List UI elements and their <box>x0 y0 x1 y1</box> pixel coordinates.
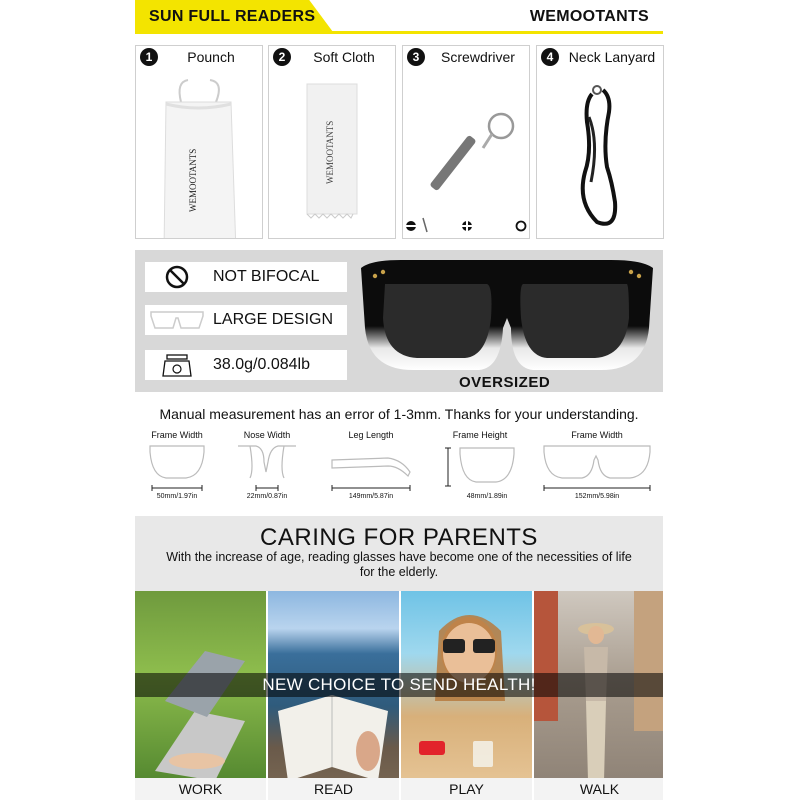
photo-caption: WALK <box>534 778 663 800</box>
activity-photos <box>135 591 663 800</box>
measure-value: 149mm/5.87in <box>348 493 394 500</box>
feature-weight <box>145 350 347 380</box>
measure-label: Frame Height <box>452 430 508 440</box>
accessory-number: 4 <box>541 48 559 66</box>
caring-title: CARING FOR PARENTS <box>260 524 538 551</box>
lens-diagram-icon <box>146 442 208 494</box>
header-underline <box>135 31 663 34</box>
accessory-label: Screwdriver <box>441 49 515 65</box>
cloth-print: WEMOOTANTS <box>325 120 335 184</box>
promo-banner <box>135 673 663 697</box>
caring-subtitle: With the increase of age, reading glasses have become one of the necessities of life for the elderly. <box>166 550 632 579</box>
accessory-card-screwdriver <box>402 45 530 239</box>
measure-value: 48mm/1.89in <box>466 493 508 500</box>
product-line-title: SUN FULL READERS <box>149 8 316 25</box>
measure-nose-width <box>236 430 298 505</box>
photo-caption: WORK <box>135 778 266 800</box>
measure-frame-width <box>146 430 208 505</box>
feature-text: LARGE DESIGN <box>213 311 334 328</box>
measure-value: 152mm/5.98in <box>574 493 620 500</box>
height-diagram-icon <box>440 442 520 494</box>
caring-section <box>135 516 663 591</box>
no-sign-icon <box>149 264 205 290</box>
photo-caption: READ <box>268 778 399 800</box>
pouch-icon <box>136 72 262 238</box>
accessory-label: Neck Lanyard <box>568 49 656 65</box>
oversized-label: OVERSIZED <box>459 374 551 391</box>
measure-frame-height <box>440 430 520 505</box>
accessory-number: 2 <box>273 48 291 66</box>
measurement-note: Manual measurement has an error of 1-3mm. Thanks for your understanding. <box>159 406 639 422</box>
promo-banner-text: NEW CHOICE TO SEND HEALTH! <box>262 675 536 694</box>
brand-name: WEMOOTANTS <box>529 8 649 25</box>
measure-label: Frame Width <box>151 430 203 440</box>
accessory-label: Pounch <box>187 49 235 65</box>
photo-caption: PLAY <box>401 778 532 800</box>
lanyard-icon <box>537 72 663 238</box>
measure-value: 50mm/1.97in <box>156 493 198 500</box>
feature-text: NOT BIFOCAL <box>213 268 320 285</box>
temple-diagram-icon <box>328 442 414 494</box>
oversized-sunglasses-icon <box>361 258 653 388</box>
pouch-print: WEMOOTANTS <box>188 148 198 212</box>
glasses-outline-icon <box>149 307 205 333</box>
measure-total-width <box>540 430 654 505</box>
accessory-label: Soft Cloth <box>313 49 375 65</box>
screwdriver-icon <box>403 72 529 238</box>
header-bar <box>135 0 663 36</box>
accessory-number: 3 <box>407 48 425 66</box>
cloth-icon <box>269 72 395 238</box>
feature-not-bifocal <box>145 262 347 292</box>
full-frame-diagram-icon <box>540 442 654 494</box>
measure-label: Leg Length <box>348 430 394 440</box>
accessory-card-lanyard <box>536 45 664 239</box>
feature-text: 38.0g/0.084lb <box>213 356 310 373</box>
measure-leg-length <box>328 430 414 505</box>
accessory-card-cloth <box>268 45 396 239</box>
measure-value: 22mm/0.87in <box>246 493 288 500</box>
bridge-diagram-icon <box>236 442 298 494</box>
measure-label: Nose Width <box>243 430 291 440</box>
measure-label: Frame Width <box>571 430 623 440</box>
feature-panel <box>135 250 663 392</box>
accessory-number: 1 <box>140 48 158 66</box>
scale-icon <box>149 352 205 378</box>
accessory-card-pouch <box>135 45 263 239</box>
feature-large-design <box>145 305 347 335</box>
